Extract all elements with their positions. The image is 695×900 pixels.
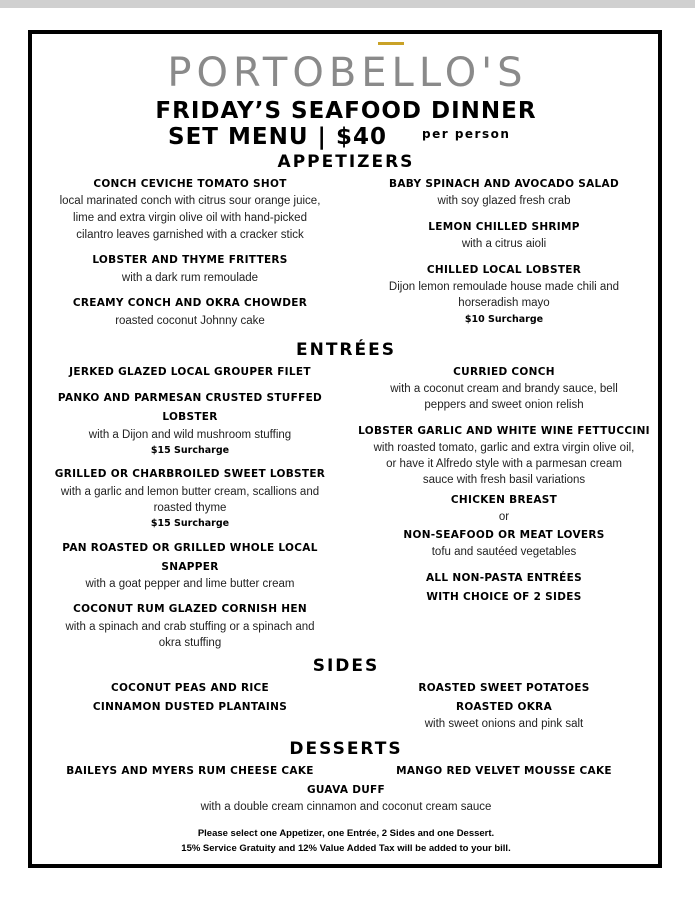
menu-item-name: BABY SPINACH AND AVOCADO SALAD (389, 178, 619, 190)
menu-item-desc: with a citrus aioli (461, 238, 547, 250)
menu-item-desc: sauce with fresh basil variations (422, 474, 586, 486)
menu-item-name: LOBSTER AND THYME FRITTERS (92, 254, 288, 266)
side-item: COCONUT PEAS AND RICE (110, 682, 270, 694)
menu-item-name: LEMON CHILLED SHRIMP (428, 221, 580, 233)
fork-icon (378, 42, 404, 45)
menu-item-desc: with soy glazed fresh crab (437, 195, 571, 207)
menu-item-name: JERKED GLAZED LOCAL GROUPER FILET (69, 366, 311, 378)
menu-item-desc: with roasted tomato, garlic and extra virgin olive oil, (373, 442, 635, 454)
menu-item-desc: with a spinach and crab stuffing or a spinach and (65, 621, 315, 633)
menu-item-desc: roasted thyme (153, 502, 227, 514)
side-item: CINNAMON DUSTED PLANTAINS (92, 701, 288, 713)
menu-item-name: CHILLED LOCAL LOBSTER (426, 264, 582, 276)
menu-item-name: COCONUT RUM GLAZED CORNISH HEN (73, 603, 307, 615)
brand-logo: PORTOBELLO'S (167, 50, 528, 96)
set-menu-label: SET MENU | $40 (168, 124, 387, 150)
menu-item-desc: peppers and sweet onion relish (424, 399, 584, 411)
entree-note: ALL NON-PASTA ENTRÉES (426, 572, 582, 584)
surcharge-label: $10 Surcharge (464, 314, 544, 325)
sides-heading: SIDES (312, 656, 380, 676)
menu-item-name: CURRIED CONCH (453, 366, 555, 378)
footer-note: Please select one Appetizer, one Entrée, 2 Sides and one Dessert. (197, 828, 495, 839)
side-item-desc: with sweet onions and pink salt (424, 718, 584, 730)
menu-item-name: CREAMY CONCH AND OKRA CHOWDER (72, 297, 308, 309)
menu-item-desc: with a goat pepper and lime butter cream (85, 578, 295, 590)
side-item: ROASTED OKRA (456, 701, 552, 713)
entree-note: WITH CHOICE OF 2 SIDES (426, 591, 582, 603)
menu-item-name: GRILLED OR CHARBROILED SWEET LOBSTER (54, 468, 326, 480)
menu-item-desc: okra stuffing (158, 637, 222, 649)
menu-item-desc: cilantro leaves garnished with a cracker stick (76, 229, 304, 241)
menu-item-desc: with a Dijon and wild mushroom stuffing (88, 429, 292, 441)
top-bar (0, 0, 695, 8)
menu-item-desc: tofu and sautéed vegetables (431, 546, 577, 558)
menu-item-desc: with a coconut cream and brandy sauce, bell (390, 383, 618, 395)
menu-item-desc: local marinated conch with citrus sour orange juice, (59, 195, 321, 207)
menu-item-name: CONCH CEVICHE TOMATO SHOT (93, 178, 287, 190)
menu-item-name: CHICKEN BREAST (450, 494, 558, 506)
dessert-item: GUAVA DUFF (306, 784, 386, 796)
menu-item-desc: with a garlic and lemon butter cream, scallions and (60, 486, 320, 498)
dessert-item: BAILEYS AND MYERS RUM CHEESE CAKE (66, 765, 314, 777)
menu-item-desc: horseradish mayo (458, 297, 550, 309)
footer-note: 15% Service Gratuity and 12% Value Added Tax will be added to your bill. (181, 843, 511, 854)
per-person-label: per person (422, 127, 511, 141)
menu-item-name: PAN ROASTED OR GRILLED WHOLE LOCAL (62, 542, 318, 554)
menu-item-name: PANKO AND PARMESAN CRUSTED STUFFED (57, 392, 323, 404)
menu-item-desc: lime and extra virgin olive oil with hand-picked (73, 212, 307, 224)
side-item: ROASTED SWEET POTATOES (418, 682, 590, 694)
menu-item-desc: with a dark rum remoulade (121, 272, 259, 284)
menu-item-name: SNAPPER (161, 561, 219, 573)
desserts-heading: DESSERTS (289, 739, 403, 759)
appetizers-heading: APPETIZERS (277, 152, 415, 172)
surcharge-label: $15 Surcharge (150, 518, 230, 529)
surcharge-label: $15 Surcharge (150, 445, 230, 456)
page-title: FRIDAY’S SEAFOOD DINNER (155, 98, 537, 124)
menu-item-name: NON-SEAFOOD OR MEAT LOVERS (403, 529, 605, 541)
menu-item-desc: Dijon lemon remoulade house made chili and (388, 281, 620, 293)
menu-item-desc: roasted coconut Johnny cake (115, 315, 265, 327)
dessert-item-desc: with a double cream cinnamon and coconut cream sauce (200, 801, 492, 813)
menu-item-desc: or have it Alfredo style with a parmesan cream (386, 458, 622, 470)
entrees-heading: ENTRÉES (296, 340, 396, 360)
menu-item-name: LOBSTER (162, 411, 218, 423)
dessert-item: MANGO RED VELVET MOUSSE CAKE (396, 765, 612, 777)
menu-item-name: LOBSTER GARLIC AND WHITE WINE FETTUCCINI (358, 425, 650, 437)
menu-item-desc: or (498, 511, 510, 523)
